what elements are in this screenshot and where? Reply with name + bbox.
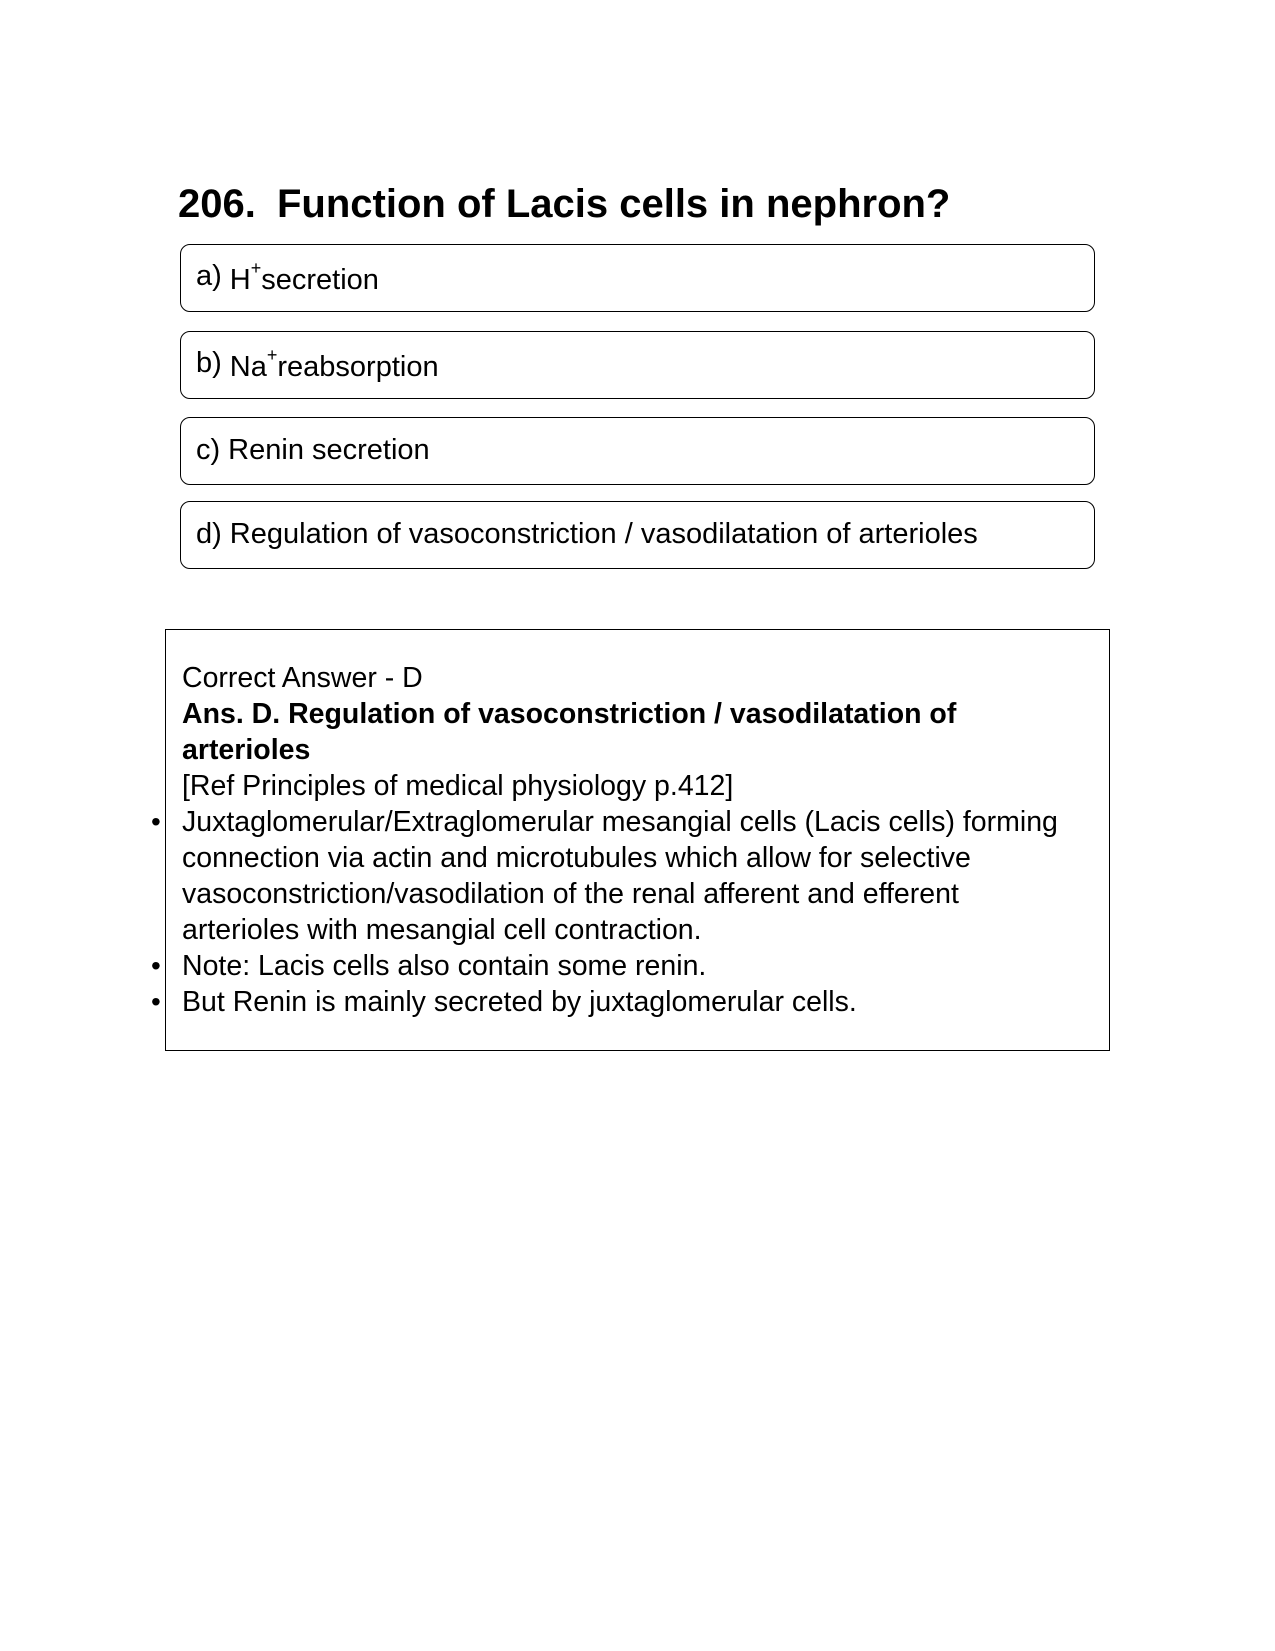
bullet-icon: • — [151, 806, 161, 837]
option-letter: b) — [196, 347, 222, 379]
correct-answer-line: Correct Answer - D — [182, 662, 423, 694]
option-letter: d) — [196, 518, 222, 550]
option-letter: a) — [196, 260, 222, 292]
option-text: Regulation of vasoconstriction / vasodilatation of arterioles — [229, 518, 978, 550]
question-text: Function of Lacis cells in nephron? — [276, 182, 951, 226]
question-title — [178, 178, 950, 230]
list-item: • Juxtaglomerular/Extraglomerular mesangial cells (Lacis cells) forming connection via actin and microtubules which allow for selective vasoconstriction/vasodilation of the renal afferent and efferent arterioles with mesangial cell contraction. — [151, 806, 1058, 946]
list-item: • But Renin is mainly secreted by juxtaglomerular cells. — [151, 986, 857, 1018]
option-text: Renin secretion — [228, 434, 430, 466]
option-b[interactable] — [180, 331, 1095, 399]
option-a[interactable] — [180, 244, 1095, 312]
list-item: • Note: Lacis cells also contain some renin. — [151, 950, 707, 982]
option-text: Na+reabsorption — [229, 345, 439, 383]
question-number: 206. — [178, 182, 256, 226]
explanation-list — [151, 804, 1062, 1020]
option-text: H+secretion — [229, 258, 379, 296]
option-d[interactable] — [180, 501, 1095, 569]
answer-content — [151, 660, 1062, 1020]
reference-line: [Ref Principles of medical physiology p.412] — [182, 770, 734, 802]
answer-explanation-box — [151, 629, 1110, 1051]
superscript-plus: + — [266, 345, 278, 366]
bullet-icon: • — [151, 950, 161, 981]
option-c[interactable] — [180, 417, 1095, 485]
option-letter: c) — [196, 434, 221, 466]
bullet-icon: • — [151, 986, 161, 1017]
answer-heading: Ans. D. Regulation of vasoconstriction / vasodilatation of arterioles — [182, 698, 957, 766]
superscript-plus: + — [250, 258, 262, 279]
